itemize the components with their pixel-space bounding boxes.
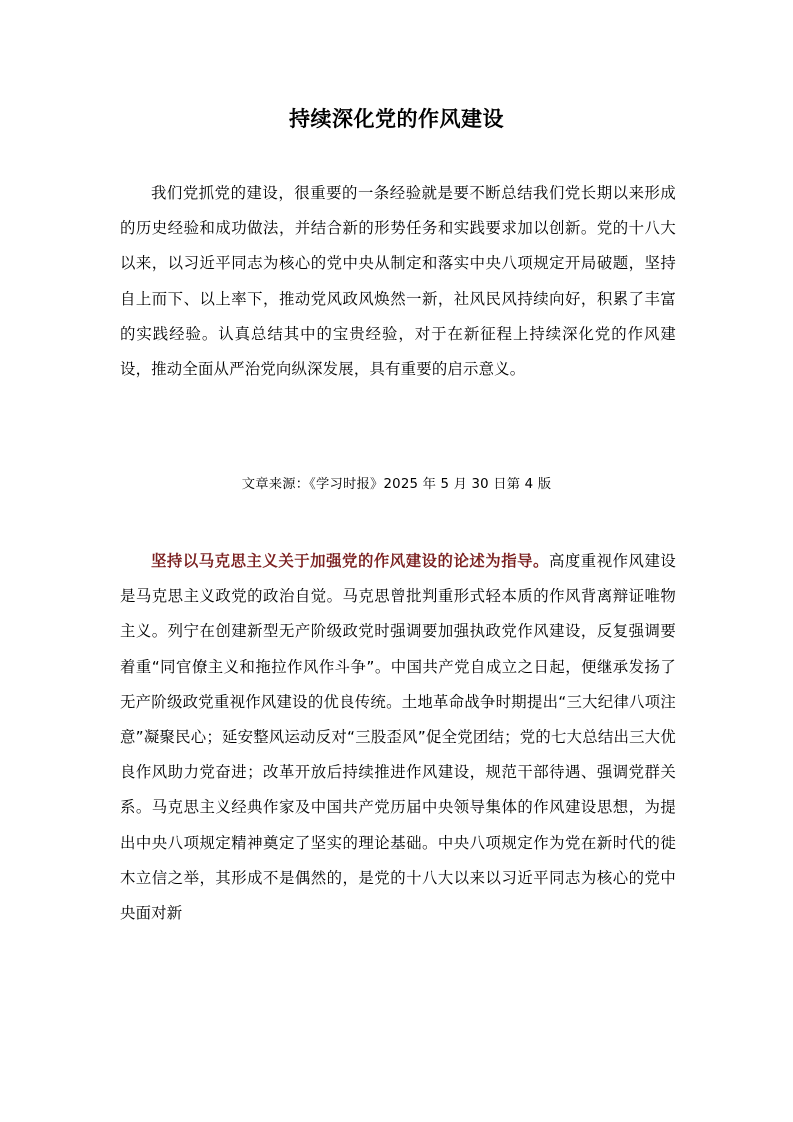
article-title: 持续深化党的作风建设: [289, 107, 504, 131]
section-paragraph: [120, 544, 676, 931]
intro-paragraph: 我们党抓党的建设，很重要的一条经验就是要不断总结我们党长期以来形成的历史经验和成功做法，并结合新的形势任务和实践要求加以创新。党的十八大以来，以习近平同志为核心的党中央从制定和落实中央八项规定开局破题，坚持自上而下、以上率下，推动党风政风焕然一新，社风民风持续向好，积累了丰富的实践经验。认真总结其中的宝贵经验，对于在新征程上持续深化党的作风建设，推动全面从严治党向纵深发展，具有重要的启示意义。: [120, 184, 676, 379]
section-heading: 坚持以马克思主义关于加强党的作风建设的论述为指导。: [151, 552, 549, 570]
article-source: 文章来源：《学习时报》2025 年 5 月 30 日第 4 版: [241, 477, 552, 492]
section-body: 高度重视作风建设是马克思主义政党的政治自觉。马克思曾批判重形式轻本质的作风背离辩证唯物主义。列宁在创建新型无产阶级政党时强调要加强执政党作风建设，反复强调要着重“同官僚主义和拖拉作风作斗争”。中国共产党自成立之日起，便继承发扬了无产阶级政党重视作风建设的优良传统。土地革命战争时期提出“三大纪律八项注意”凝聚民心；延安整风运动反对“三股歪风”促全党团结；党的七大总结出三大优良作风助力党奋进；改革开放后持续推进作风建设，规范干部待遇、强调党群关系。马克思主义经典作家及中国共产党历届中央领导集体的作风建设思想，为提出中央八项规定精神奠定了坚实的理论基础。中央八项规定作为党在新时代的徙木立信之举，其形成不是偶然的，是党的十八大以来以习近平同志为核心的党中央面对新: [120, 552, 676, 923]
